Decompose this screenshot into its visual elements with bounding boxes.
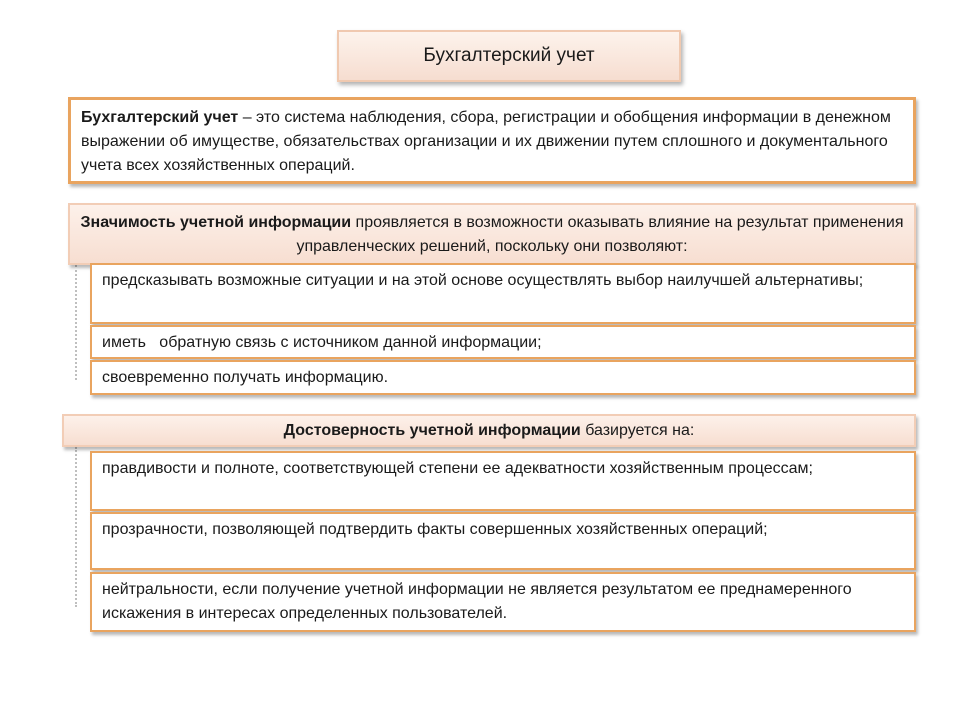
- significance-item: [90, 325, 916, 359]
- significance-item-text: своевременно получать информацию.: [102, 369, 389, 386]
- definition-box: [68, 97, 916, 184]
- reliability-item-text: правдивости и полноте, соответствующей степени ее адекватности хозяйственным процессам;: [102, 460, 813, 477]
- reliability-item: [90, 572, 916, 632]
- significance-item-text: иметь обратную связь с источником данной информации;: [102, 334, 542, 351]
- reliability-text: базируется на:: [580, 422, 695, 439]
- reliability-header: [62, 414, 916, 447]
- significance-header: [68, 203, 916, 265]
- significance-item-text: предсказывать возможные ситуации и на этой основе осуществлять выбор наилучшей альтернативы;: [102, 272, 864, 289]
- reliability-item-text: нейтральности, если получение учетной информации не является результатом ее преднамеренного искажения в интересах определенных пользователей.: [102, 581, 852, 622]
- title-box: [337, 30, 681, 82]
- definition-term: Бухгалтерский учет: [81, 109, 239, 126]
- definition-text: – это система наблюдения, сбора, регистрации и обобщения информации в денежном выражении об имуществе, обязательствах организации и их движении путем сплошного и документального учета всех хозяйственных операций.: [81, 109, 891, 174]
- significance-item: [90, 263, 916, 324]
- significance-text: проявляется в возможности оказывать влияние на результат применения управленческих решений, поскольку они позволяют:: [296, 214, 904, 255]
- reliability-item: [90, 451, 916, 511]
- connector-reliability: [75, 447, 77, 607]
- reliability-item-text: прозрачности, позволяющей подтвердить факты совершенных хозяйственных операций;: [102, 521, 768, 538]
- connector-significance: [75, 265, 77, 380]
- reliability-term: Достоверность учетной информации: [283, 422, 581, 439]
- significance-term: Значимость учетной информации: [80, 214, 352, 231]
- reliability-item: [90, 512, 916, 570]
- significance-item: [90, 360, 916, 395]
- diagram-title: Бухгалтерский учет: [423, 45, 595, 66]
